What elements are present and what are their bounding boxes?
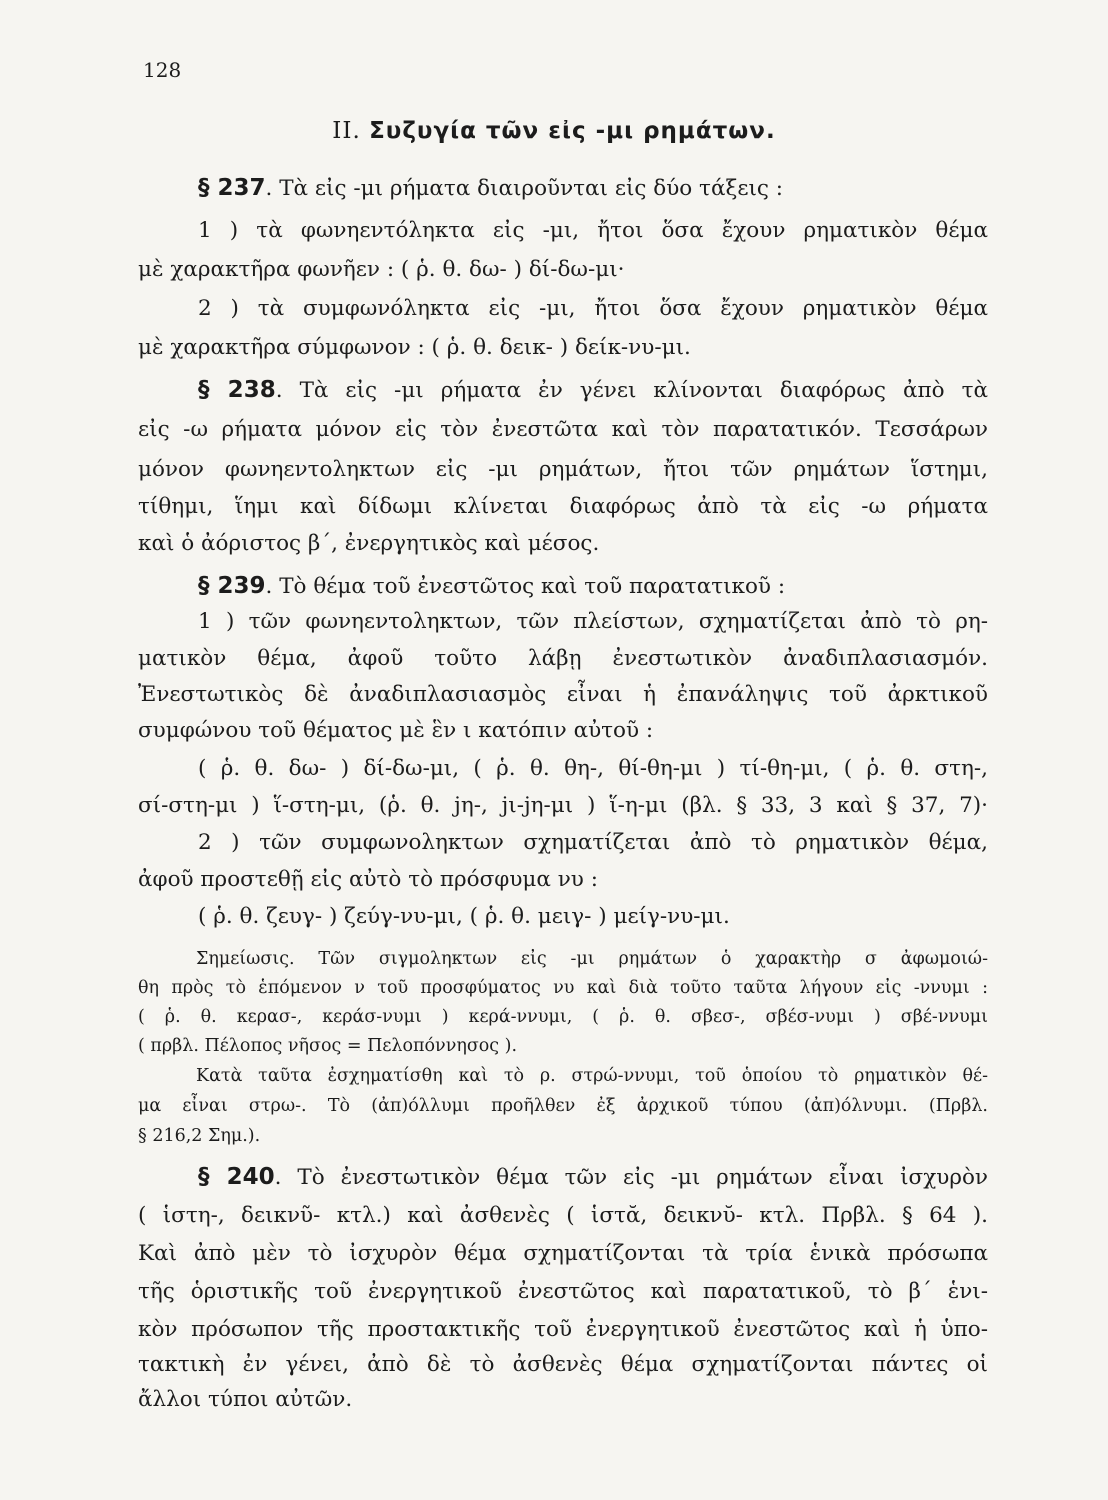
- s240-line-7: ἄλλοι τύποι αὐτῶν.: [138, 1387, 353, 1412]
- s239-line-8: 2 ) τῶν συμφωνοληκτων σχηματίζεται ἀπὸ τὸ ρηματικὸν θέμα,: [198, 830, 988, 855]
- s239-line-7: σί-στη-μι ) ἵ-στη-μι, (ῥ. θ. jη-, jι-jη-μι ) ἵ-η-μι (βλ. § 33, 3 καὶ § 37, 7)·: [138, 793, 988, 818]
- heading-text: Συζυγία τῶν εἰς -μι ρημάτων.: [369, 118, 776, 144]
- s238-line-5: καὶ ὁ ἀόριστος β΄, ἐνεργητικὸς καὶ μέσος.: [138, 531, 600, 556]
- s237-line-4: 2 ) τὰ συμφωνόληκτα εἰς -μι, ἤτοι ὅσα ἔχουν ρηματικὸν θέμα: [198, 296, 988, 321]
- note-line-7: § 216,2 Σημ.).: [138, 1126, 261, 1146]
- chapter-heading: [0, 118, 1108, 144]
- s239-line-9: ἀφοῦ προστεθῇ εἰς αὐτὸ τὸ πρόσφυμα νυ :: [138, 867, 598, 892]
- s237-line-5: μὲ χαρακτῆρα σύμφωνον : ( ῥ. θ. δεικ- ) δείκ-νυ-μι.: [138, 335, 691, 360]
- s240-line-5: κὸν πρόσωπον τῆς προστακτικῆς τοῦ ἐνεργητικοῦ ἐνεστῶτος καὶ ἡ ὑπο-: [138, 1317, 988, 1342]
- section-number: § 239: [198, 573, 266, 599]
- s239-line-2: 1 ) τῶν φωνηεντοληκτων, τῶν πλείστων, σχηματίζεται ἀπὸ τὸ ρη-: [198, 609, 988, 634]
- s238-line-3: μόνον φωνηεντοληκτων εἰς -μι ρημάτων, ἤτοι τῶν ρημάτων ἵστημι,: [138, 457, 988, 482]
- s239-line-6: ( ῥ. θ. δω- ) δί-δω-μι, ( ῥ. θ. θη-, θί-θη-μι ) τί-θη-μι, ( ῥ. θ. στη-,: [198, 756, 988, 781]
- note-line-3: ( ῥ. θ. κερασ-, κεράσ-νυμι ) κερά-ννυμι, ( ῥ. θ. σβεσ-, σβέσ-νυμι ) σβέ-ννυμι: [138, 1007, 988, 1027]
- s239-line-4: Ἐνεστωτικὸς δὲ ἀναδιπλασιασμὸς εἶναι ἡ ἐπανάληψις τοῦ ἀρκτικοῦ: [138, 682, 988, 707]
- s239-line-5: συμφώνου τοῦ θέματος μὲ ἓν ι κατόπιν αὐτοῦ :: [138, 718, 654, 743]
- s237-line-3: μὲ χαρακτῆρα φωνῆεν : ( ῥ. θ. δω- ) δί-δω-μι·: [138, 257, 625, 282]
- note-line-4: ( πρβλ. Πέλοπος νῆσος = Πελοπόννησος ).: [138, 1036, 518, 1056]
- s240-line-6: τακτικὴ ἐν γένει, ἀπὸ δὲ τὸ ἀσθενὲς θέμα σχηματίζονται πάντες οἱ: [138, 1352, 988, 1377]
- s237-line-2: 1 ) τὰ φωνηεντόληκτα εἰς -μι, ἤτοι ὅσα ἔχουν ρηματικὸν θέμα: [198, 218, 988, 243]
- s240-line-3: Καὶ ἀπὸ μὲν τὸ ἰσχυρὸν θέμα σχηματίζονται τὰ τρία ἑνικὰ πρόσωπα: [138, 1241, 988, 1266]
- s237-text-1: Τὰ εἰς -μι ρήματα διαιροῦνται εἰς δύο τάξεις :: [279, 176, 784, 201]
- note-line-1: Σημείωσις. Τῶν σιγμοληκτων εἰς -μι ρημάτων ὁ χαρακτὴρ σ ἀφωμοιώ-: [196, 949, 988, 969]
- section-number: § 238: [198, 377, 276, 403]
- s240-text-1: Τὸ ἐνεστωτικὸν θέμα τῶν εἰς -μι ρημάτων εἶναι ἰσχυρὸν: [297, 1165, 988, 1190]
- s240-line-1: § 240. Τὸ ἐνεστωτικὸν θέμα τῶν εἰς -μι ρημάτων εἶναι ἰσχυρὸν: [198, 1164, 988, 1190]
- s237-line-1: § 237. Τὰ εἰς -μι ρήματα διαιροῦνται εἰς δύο τάξεις :: [198, 175, 784, 201]
- heading-numeral: II.: [332, 118, 361, 144]
- section-number: § 240: [198, 1164, 275, 1190]
- s239-line-3: ματικὸν θέμα, ἀφοῦ τοῦτο λάβῃ ἐνεστωτικὸν ἀναδιπλασιασμόν.: [138, 646, 988, 671]
- s239-line-10: ( ῥ. θ. ζευγ- ) ζεύγ-νυ-μι, ( ῥ. θ. μειγ- ) μείγ-νυ-μι.: [198, 904, 730, 929]
- s239-text-1: Τὸ θέμα τοῦ ἐνεστῶτος καὶ τοῦ παρατατικοῦ :: [279, 574, 786, 599]
- s238-line-2: εἰς -ω ρήματα μόνον εἰς τὸν ἐνεστῶτα καὶ τὸν παρατατικόν. Τεσσάρων: [138, 417, 988, 442]
- page-number: 128: [143, 58, 182, 82]
- s240-line-4: τῆς ὁριστικῆς τοῦ ἐνεργητικοῦ ἐνεστῶτος καὶ παρατατικοῦ, τὸ β΄ ἑνι-: [138, 1279, 988, 1304]
- note-line-2: θη πρὸς τὸ ἑπόμενον ν τοῦ προσφύματος νυ καὶ διὰ τοῦτο ταῦτα λήγουν εἰς -ννυμι :: [138, 978, 988, 998]
- s238-line-1: § 238. Τὰ εἰς -μι ρήματα ἐν γένει κλίνονται διαφόρως ἀπὸ τὰ: [198, 377, 988, 403]
- note-line-5: Κατὰ ταῦτα ἐσχηματίσθη καὶ τὸ ρ. στρώ-ννυμι, τοῦ ὁποίου τὸ ρηματικὸν θέ-: [196, 1066, 988, 1086]
- note-line-6: μα εἶναι στρω-. Τὸ (ἀπ)όλλυμι προῆλθεν ἐξ ἀρχικοῦ τύπου (ἀπ)όλνυμι. (Πρβλ.: [138, 1096, 988, 1116]
- section-number: § 237: [198, 175, 266, 201]
- s238-line-4: τίθημι, ἵημι καὶ δίδωμι κλίνεται διαφόρως ἀπὸ τὰ εἰς -ω ρήματα: [138, 494, 988, 519]
- s239-line-1: § 239. Τὸ θέμα τοῦ ἐνεστῶτος καὶ τοῦ παρατατικοῦ :: [198, 573, 786, 599]
- s240-line-2: ( ἱστη-, δεικνῦ- κτλ.) καὶ ἀσθενὲς ( ἱστᾰ, δεικνῠ- κτλ. Πρβλ. § 64 ).: [138, 1203, 988, 1228]
- s238-text-1: Τὰ εἰς -μι ρήματα ἐν γένει κλίνονται διαφόρως ἀπὸ τὰ: [299, 378, 988, 403]
